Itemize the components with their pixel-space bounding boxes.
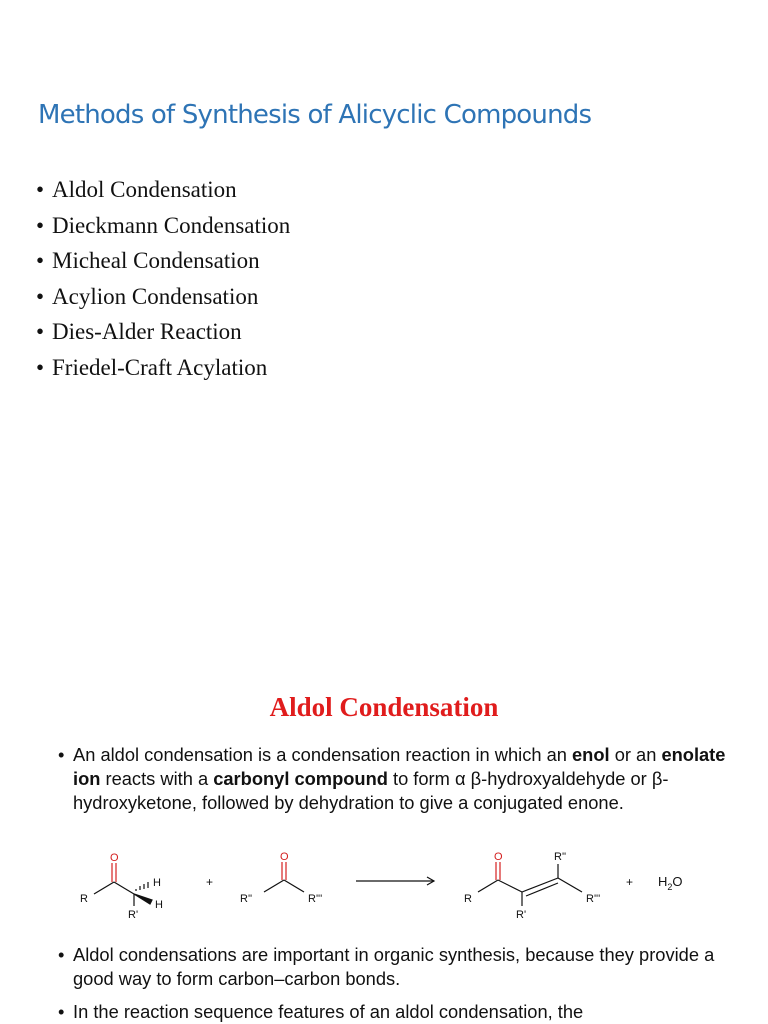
bullet-icon: • <box>36 354 45 380</box>
bullet-icon: • <box>36 212 45 238</box>
bullet-icon: • <box>36 283 45 309</box>
oxygen-label: O <box>494 851 503 863</box>
list-item: • Friedel-Craft Acylation <box>30 350 290 386</box>
bullet-icon: • <box>58 744 65 765</box>
r-triple-prime-label: R''' <box>308 893 323 905</box>
plus-sign: + <box>626 875 634 889</box>
term-enol: enol <box>572 744 610 765</box>
r-double-prime-label: R'' <box>554 851 567 863</box>
r-label: R <box>464 893 472 905</box>
plus-sign: + <box>206 875 214 889</box>
term-carbonyl: carbonyl compound <box>213 768 388 789</box>
reactant-ketone <box>264 862 304 892</box>
h-label: H <box>153 877 161 889</box>
list-item: • Micheal Condensation <box>30 243 290 279</box>
bullet-icon: • <box>58 1001 65 1022</box>
sequence-paragraph: • In the reaction sequence features of an aldol condensation, the <box>58 1001 584 1022</box>
bullet-icon: • <box>36 248 45 274</box>
oxygen-label: O <box>280 851 289 863</box>
bullet-icon: • <box>36 177 45 202</box>
r-prime-label: R' <box>516 909 527 921</box>
list-item: • Dies-Alder Reaction <box>30 314 290 350</box>
r-triple-prime-label: R''' <box>586 893 601 905</box>
reaction-scheme <box>70 844 700 936</box>
reactant-aldehyde <box>94 863 152 906</box>
slide-2 <box>0 660 768 1024</box>
bullet-icon: • <box>36 319 45 345</box>
water-label: $H_2O$ <box>658 874 683 892</box>
oxygen-label: O <box>110 852 119 864</box>
product-enone <box>478 862 582 906</box>
r-double-prime-label: R'' <box>240 893 253 905</box>
list-item: • Dieckmann Condensation <box>30 208 290 244</box>
reaction-arrow <box>356 877 434 885</box>
list-item: • Acylion Condensation <box>30 279 290 315</box>
slide-title: Methods of Synthesis of Alicyclic Compounds <box>38 100 592 130</box>
term-enolate: enolate ion <box>73 744 726 789</box>
importance-paragraph: • Aldol condensations are important in organic synthesis, because they provide a good way to form carbon–carbon bonds. <box>58 944 715 989</box>
slide-title: Aldol Condensation <box>269 692 499 722</box>
r-prime-label: R' <box>128 909 139 921</box>
bullet-icon: • <box>58 944 65 965</box>
definition-paragraph: • An aldol condensation is a condensation reaction in which an enol or an enolate ion reacts with a carbonyl compound to form α β-hydroxyaldehyde or β-hydroxyketone, followed by dehydration to give a conjugated enone. <box>58 744 726 813</box>
h-label: H <box>155 899 163 911</box>
methods-list <box>30 172 290 386</box>
list-item: • Aldol Condensation <box>30 172 290 208</box>
r-label: R <box>80 893 88 905</box>
